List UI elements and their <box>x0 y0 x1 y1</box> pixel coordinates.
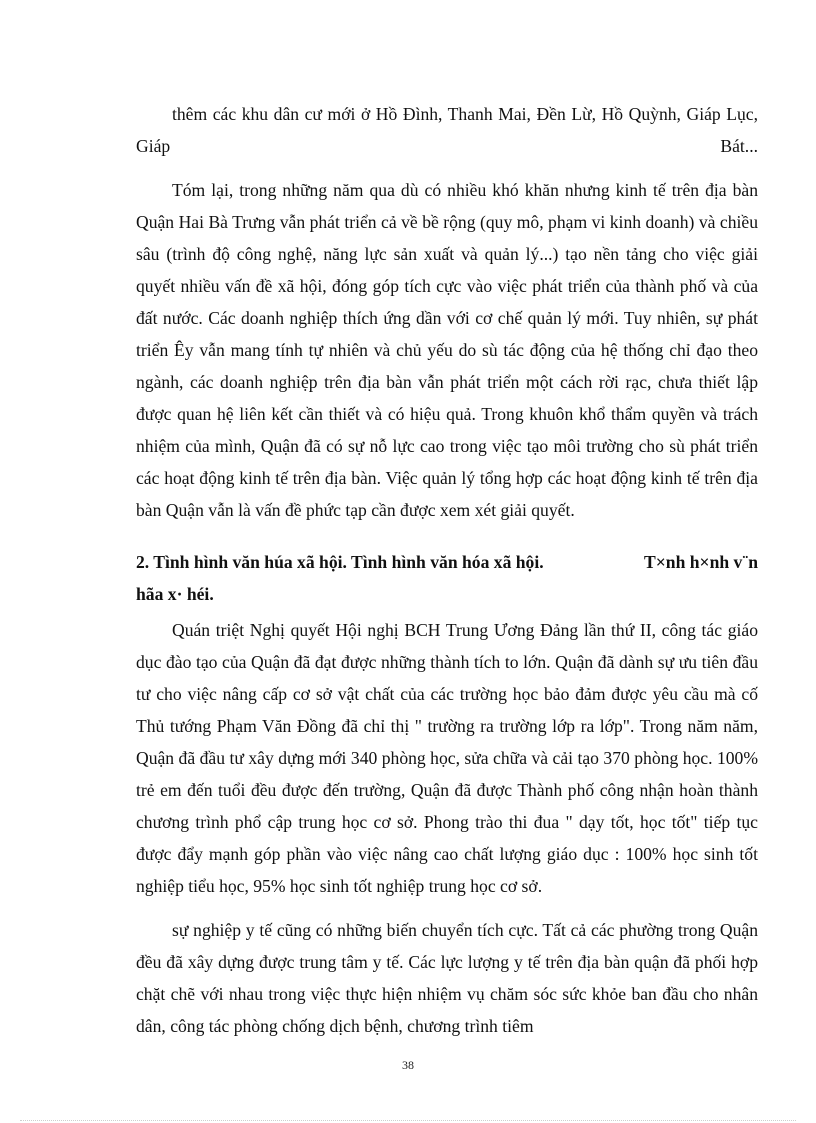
page-number: 38 <box>402 1058 414 1072</box>
paragraph-economic-summary: Tóm lại, trong những năm qua dù có nhiều khó khăn nhưng kinh tế trên địa bàn Quận Hai Bà Trưng vẫn phát triển cả về bề rộng (quy mô, phạm vi kinh doanh) và chiều sâu (trình độ công nghệ, năng lực sản xuất và quản lý...) tạo nền tảng cho việc giải quyết nhiều vấn đề xã hội, đóng góp tích cực vào việc phát triển của thành phố và của đất nước. Các doanh nghiệp thích ứng dần với cơ chế quản lý mới. Tuy nhiên, sự phát triển Êy vẫn mang tính tự nhiên và chủ yếu do sù tác động của hệ thống chỉ đạo theo ngành, các doanh nghiệp trên địa bàn vẫn phát triển một cách rời rạc, chưa thiết lập được quan hệ liên kết cần thiết và có hiệu quả. Trong khuôn khổ thẩm quyền và trách nhiệm của mình, Quận đã có sự nỗ lực cao trong việc tạo môi trường cho sù phát triển các hoạt động kinh tế trên địa bàn. Việc quản lý tổng hợp các hoạt động kinh tế trên địa bàn Quận vẫn là vấn đề phức tạp cần được xem xét giải quyết. <box>136 180 758 520</box>
section-heading-garbled-2: hãa x· héi. <box>136 584 214 604</box>
section-heading-garbled-1: T×nh h×nh v¨n <box>644 552 758 572</box>
section-heading <box>136 546 758 610</box>
paragraph-education: Quán triệt Nghị quyết Hội nghị BCH Trung Ương Đảng lần thứ II, công tác giáo dục đào tạo của Quận đã đạt được những thành tích to lớn. Quận đã dành sự ưu tiên đầu tư cho việc nâng cấp cơ sở vật chất của các trường học bảo đảm được yêu cầu mà cố Thủ tướng Phạm Văn Đồng đã chỉ thị " trường ra trường lớp ra lớp". Trong năm năm, Quận đã đầu tư xây dựng mới 340 phòng học, sửa chữa và cải tạo 370 phòng học. 100% trẻ em đến tuổi đều được đến trường, Quận đã được Thành phố công nhận hoàn thành chương trình phổ cập trung học cơ sở. Phong trào thi đua " dạy tốt, học tốt" tiếp tục được đẩy mạnh góp phần vào việc nâng cao chất lượng giáo dục : 100% học sinh tốt nghiệp tiểu học, 95% học sinh tốt nghiệp trung học cơ sở. <box>136 620 758 896</box>
page-footer-divider <box>20 1120 796 1121</box>
section-heading-title: 2. Tình hình văn húa xã hội. Tình hình văn hóa xã hội. <box>136 552 544 572</box>
paragraph-residential-areas: thêm các khu dân cư mới ở Hồ Đình, Thanh Mai, Đền Lừ, Hồ Quỳnh, Giáp Lục, Giáp Bát... <box>136 104 758 156</box>
text-column <box>136 98 758 1042</box>
paragraph-healthcare: sự nghiệp y tế cũng có những biến chuyển tích cực. Tất cả các phường trong Quận đều đã xây dựng được trung tâm y tế. Các lực lượng y tế trên địa bàn quận đã phối hợp chặt chẽ với nhau trong việc thực hiện nhiệm vụ chăm sóc sức khỏe ban đầu cho nhân dân, công tác phòng chống dịch bệnh, chương trình tiêm <box>136 920 758 1036</box>
